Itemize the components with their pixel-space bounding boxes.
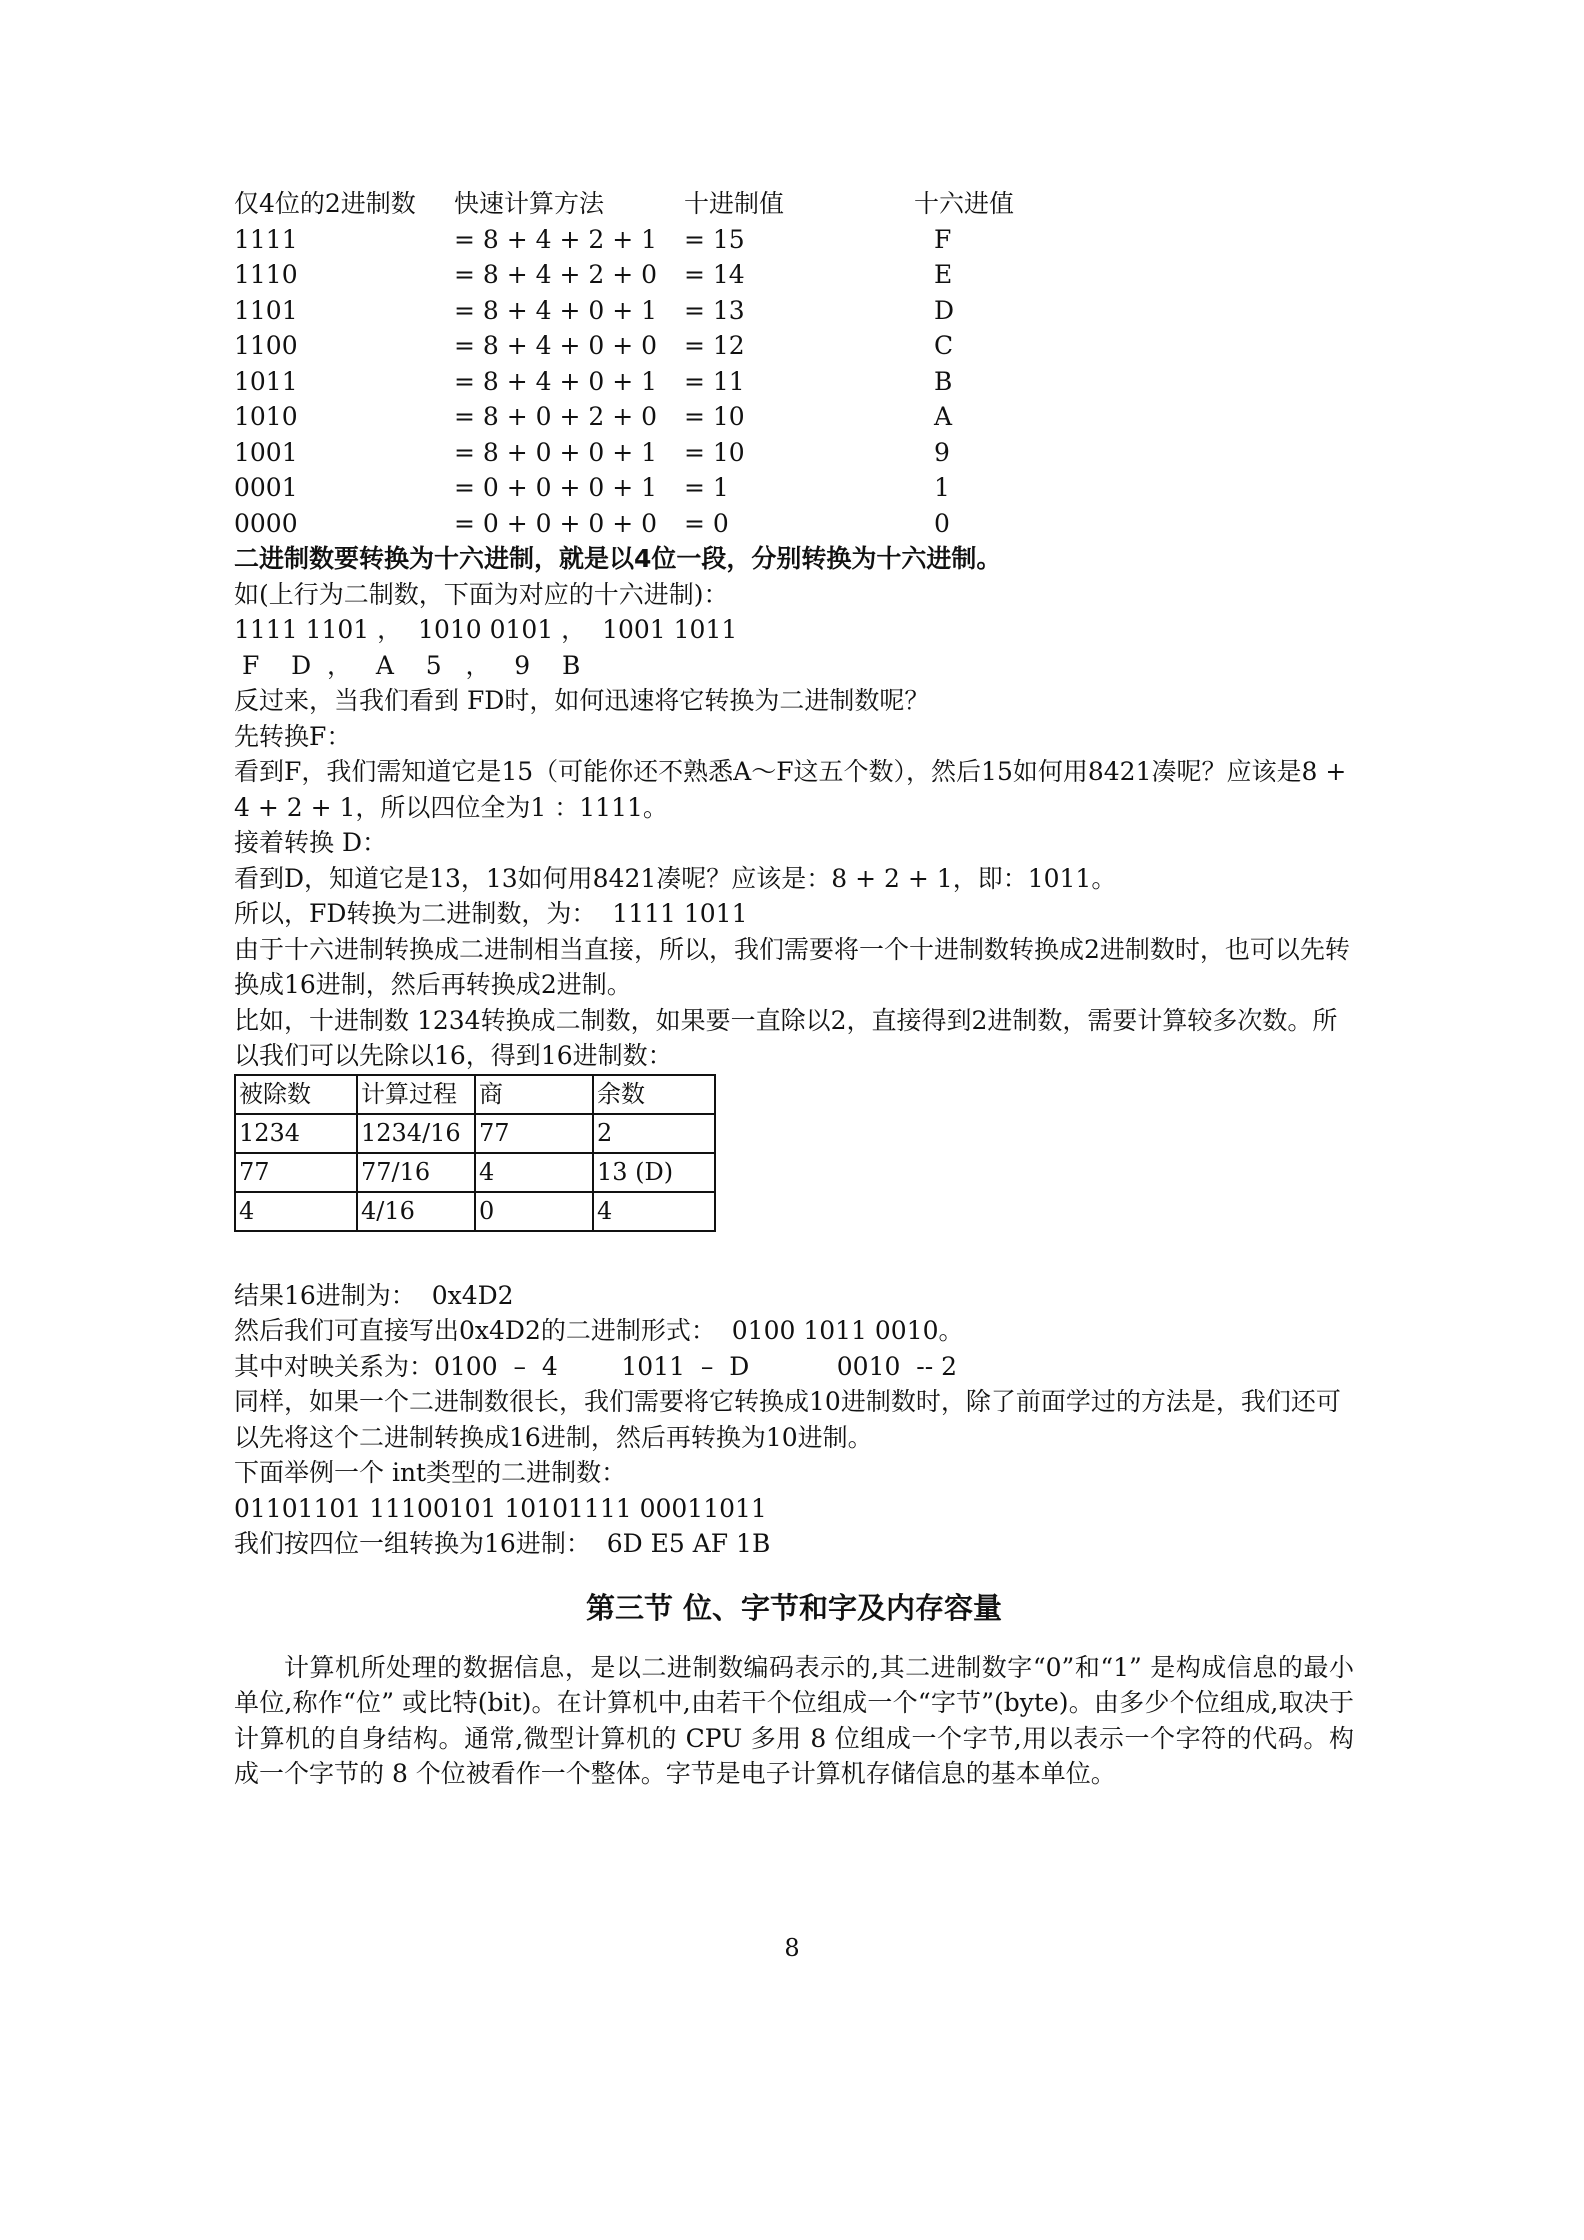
- direct-note: 由于十六进制转换成二进制相当直接，所以，我们需要将一个十进制数转换成2进制数时，也可以先转换成16进制，然后再转换成2进制。: [234, 934, 1350, 999]
- table-cell: = 0 + 0 + 0 + 1: [454, 473, 658, 502]
- table-cell: = 8 + 0 + 2 + 0: [454, 402, 658, 431]
- example-1234: 比如，十进制数 1234转换成二制数，如果要一直除以2，直接得到2进制数，需要计算较多次数。所以我们可以先除以16，得到16进制数：: [234, 1005, 1338, 1070]
- table-cell: 1001: [234, 437, 298, 467]
- table-cell: 1: [934, 473, 950, 502]
- table-cell: E: [934, 260, 953, 289]
- table-cell: 77: [235, 1153, 357, 1192]
- table-cell: = 0: [684, 508, 729, 538]
- table-row: [235, 1114, 715, 1153]
- table-header-cell: 计算过程: [357, 1075, 475, 1114]
- result-hex: 结果16进制为： 0x4D2: [234, 1280, 514, 1310]
- table-row: [235, 1075, 715, 1114]
- reverse-question: 反过来，当我们看到 FD时，如何迅速将它转换为二进制数呢？: [234, 686, 930, 715]
- example-binary: 1111 1101 ， 1010 0101 ， 1001 1011: [234, 615, 738, 644]
- table-row: [235, 1153, 715, 1192]
- convert-d: 接着转换 D：: [234, 828, 387, 857]
- table-header-cell: 十进制值: [684, 189, 785, 218]
- example-intro: 如(上行为二制数，下面为对应的十六进制)：: [234, 579, 729, 609]
- table-cell: = 10: [684, 437, 745, 467]
- table-cell: 1011: [234, 366, 298, 396]
- table-cell: 1234/16: [357, 1114, 475, 1153]
- table-cell: 13 (D): [593, 1153, 715, 1192]
- table-cell: = 0 + 0 + 0 + 0: [454, 508, 658, 538]
- section-paragraph: 计算机所处理的数据信息，是以二进制数编码表示的,其二进制数字“0”和“1” 是构成信息的最小单位,称作“位” 或比特(bit)。在计算机中,由若干个位组成一个“字节”(byte)。由多少个位组成,取决于计算机的自身结构。通常,微型计算机的 CPU 多用 8 位组成一个字节,用以表示一个字符的代码。构成一个字节的 8 个位被看作一个整体。字节是电子计算机存储信息的基本单位。: [234, 1652, 1354, 1788]
- table-cell: 0: [934, 508, 950, 538]
- table-cell: = 8 + 0 + 0 + 1: [454, 437, 658, 467]
- section-title: 第三节 位、字节和字及内存容量: [585, 1590, 1003, 1625]
- table-header-cell: 余数: [593, 1075, 715, 1114]
- table-cell: 1100: [234, 331, 298, 360]
- table-cell: B: [934, 366, 953, 396]
- table-cell: 77/16: [357, 1153, 475, 1192]
- table-cell: 1234: [235, 1114, 357, 1153]
- table-header-cell: 十六进值: [914, 189, 1015, 218]
- example-hex: F D ， A 5 ， 9 B: [234, 650, 581, 680]
- int-example-intro: 下面举例一个 int类型的二进制数：: [234, 1458, 627, 1487]
- int-binary: 01101101 11100101 10101111 00011011: [234, 1493, 767, 1523]
- table-cell: = 8 + 4 + 2 + 1: [454, 224, 658, 254]
- table-cell: = 8 + 4 + 0 + 1: [454, 295, 658, 325]
- table-cell: D: [934, 295, 955, 325]
- convert-f: 先转换F：: [234, 721, 352, 751]
- long-binary-note: 同样，如果一个二进制数很长，我们需要将它转换成10进制数时，除了前面学过的方法是，我们还可以先将这个二进制转换成16进制，然后再转换为10进制。: [234, 1387, 1341, 1452]
- table-cell: 0001: [234, 473, 298, 502]
- table-cell: A: [934, 402, 953, 431]
- table-cell: 1010: [234, 402, 298, 431]
- table-cell: = 8 + 4 + 0 + 1: [454, 366, 658, 396]
- table-cell: 1111: [234, 224, 298, 254]
- table-cell: C: [934, 331, 954, 360]
- table-header-cell: 商: [475, 1075, 593, 1114]
- table-cell: = 8 + 4 + 0 + 0: [454, 331, 658, 360]
- table-header-cell: 仅4位的2进制数: [234, 189, 416, 218]
- table-cell: 4/16: [357, 1192, 475, 1231]
- table-cell: = 11: [684, 366, 745, 396]
- table-cell: 4: [593, 1192, 715, 1231]
- convert-f-detail: 看到F，我们需知道它是15（可能你还不熟悉A～F这五个数），然后15如何用8421凑呢？应该是8 + 4 + 2 + 1，所以四位全为1 ：1111。: [234, 757, 1347, 822]
- table-cell: 0000: [234, 508, 298, 538]
- table-cell: 1101: [234, 295, 298, 325]
- table-cell: = 13: [684, 295, 745, 325]
- convert-d-detail: 看到D，知道它是13，13如何用8421凑呢？应该是：8 + 2 + 1，即：1011。: [234, 863, 1117, 893]
- table-cell: 2: [593, 1114, 715, 1153]
- mapping: 其中对映关系为：0100 – 4 1011 – D 0010 -- 2: [234, 1351, 958, 1381]
- table-cell: 4: [475, 1153, 593, 1192]
- table-cell: = 8 + 4 + 2 + 0: [454, 260, 658, 289]
- table-cell: 77: [475, 1114, 593, 1153]
- table-cell: 1110: [234, 260, 298, 289]
- table-header-cell: 快速计算方法: [454, 189, 605, 218]
- int-hex: 我们按四位一组转换为16进制： 6D E5 AF 1B: [234, 1529, 771, 1558]
- result-binary: 然后我们可直接写出0x4D2的二进制形式： 0100 1011 0010。: [234, 1316, 964, 1345]
- table-cell: 9: [934, 437, 950, 467]
- table-cell: = 14: [684, 260, 745, 289]
- division-table: [234, 1074, 716, 1232]
- table-cell: 0: [475, 1192, 593, 1231]
- table-cell: = 10: [684, 402, 745, 431]
- table-cell: 4: [235, 1192, 357, 1231]
- table-cell: F: [934, 224, 952, 254]
- document-body: [234, 186, 1354, 1792]
- fd-result: 所以，FD转换为二进制数，为： 1111 1011: [234, 899, 748, 928]
- table-row: [235, 1192, 715, 1231]
- binary-hex-table: [234, 186, 1354, 541]
- table-cell: = 15: [684, 224, 745, 254]
- table-header-cell: 被除数: [235, 1075, 357, 1114]
- bold-rule: 二进制数要转换为十六进制，就是以4位一段，分别转换为十六进制。: [234, 544, 1002, 573]
- table-cell: = 1: [684, 473, 729, 502]
- page-number: 8: [784, 1934, 800, 1962]
- table-cell: = 12: [684, 331, 745, 360]
